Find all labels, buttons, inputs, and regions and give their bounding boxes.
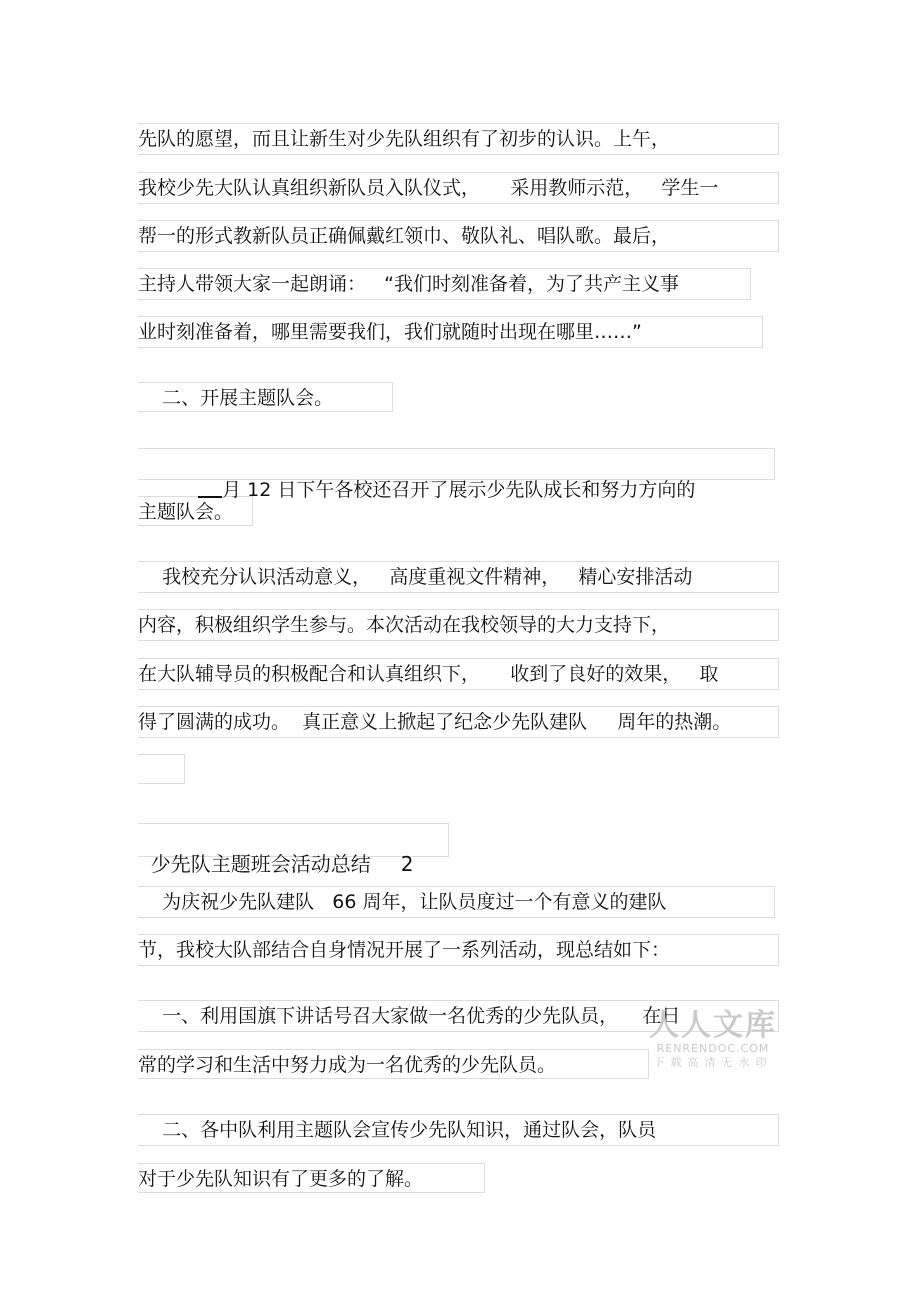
body-text-line: 在大队辅导员的积极配合和认真组织下， 收到了良好的效果， 取 [138,663,719,685]
meeting-text: 月 12 日下午各校还召开了展示少先队成长和努力方向的 [222,479,696,501]
body-text-line: 业时刻准备着，哪里需要我们，我们就随时出现在哪里……” [138,321,642,343]
watermark-logo-text: 人人文库 [649,1008,777,1043]
list-item-line: 对于少先队知识有了更多的了解。 [138,1168,424,1190]
body-text-line: 主题队会。 [138,501,234,523]
body-text-line: 我校少先大队认真组织新队员入队仪式， 采用教师示范， 学生一 [138,177,719,199]
document-title [138,828,413,876]
body-text-line: 为庆祝少先队建队 66 周年，让队员度过一个有意义的建队 [138,891,667,913]
watermark [648,1010,778,1070]
watermark-subtitle: 下载高清无水印 [653,1056,773,1069]
section-heading: 二、开展主题队会。 [138,387,334,409]
list-item-line: 常的学习和生活中努力成为一名优秀的少先队员。 [138,1054,557,1076]
body-text-line: 节，我校大队部结合自身情况开展了一系列活动，现总结如下： [138,939,671,961]
body-text-line: 内容，积极组织学生参与。本次活动在我校领导的大力支持下， [138,614,671,636]
title-text: 少先队主题班会活动总结 [150,852,371,876]
date-blank [198,476,222,498]
text-frame [138,754,185,784]
body-text-line: 帮一的形式教新队员正确佩戴红领巾、敬队礼、唱队歌。最后， [138,225,671,247]
list-item-line: 二、各中队利用主题队会宣传少先队知识，通过队会，队员 [138,1119,657,1141]
body-text-line: 先队的愿望，而且让新生对少先队组织有了初步的认识。上午， [138,128,671,150]
body-text-line: 主持人带领大家一起朗诵： “我们时刻准备着，为了共产主义事 [138,273,679,295]
title-number: 2 [400,852,414,876]
body-text-line: 我校充分认识活动意义， 高度重视文件精神， 精心安排活动 [138,566,693,588]
meeting-date-line [138,452,695,502]
watermark-url: RENRENDOC.COM [656,1042,770,1055]
list-item-line: 一、利用国旗下讲话号召大家做一名优秀的少先队员， 在日 [138,1005,681,1027]
body-text-line: 得了圆满的成功。 真正意义上掀起了纪念少先队建队 周年的热潮。 [138,711,732,733]
